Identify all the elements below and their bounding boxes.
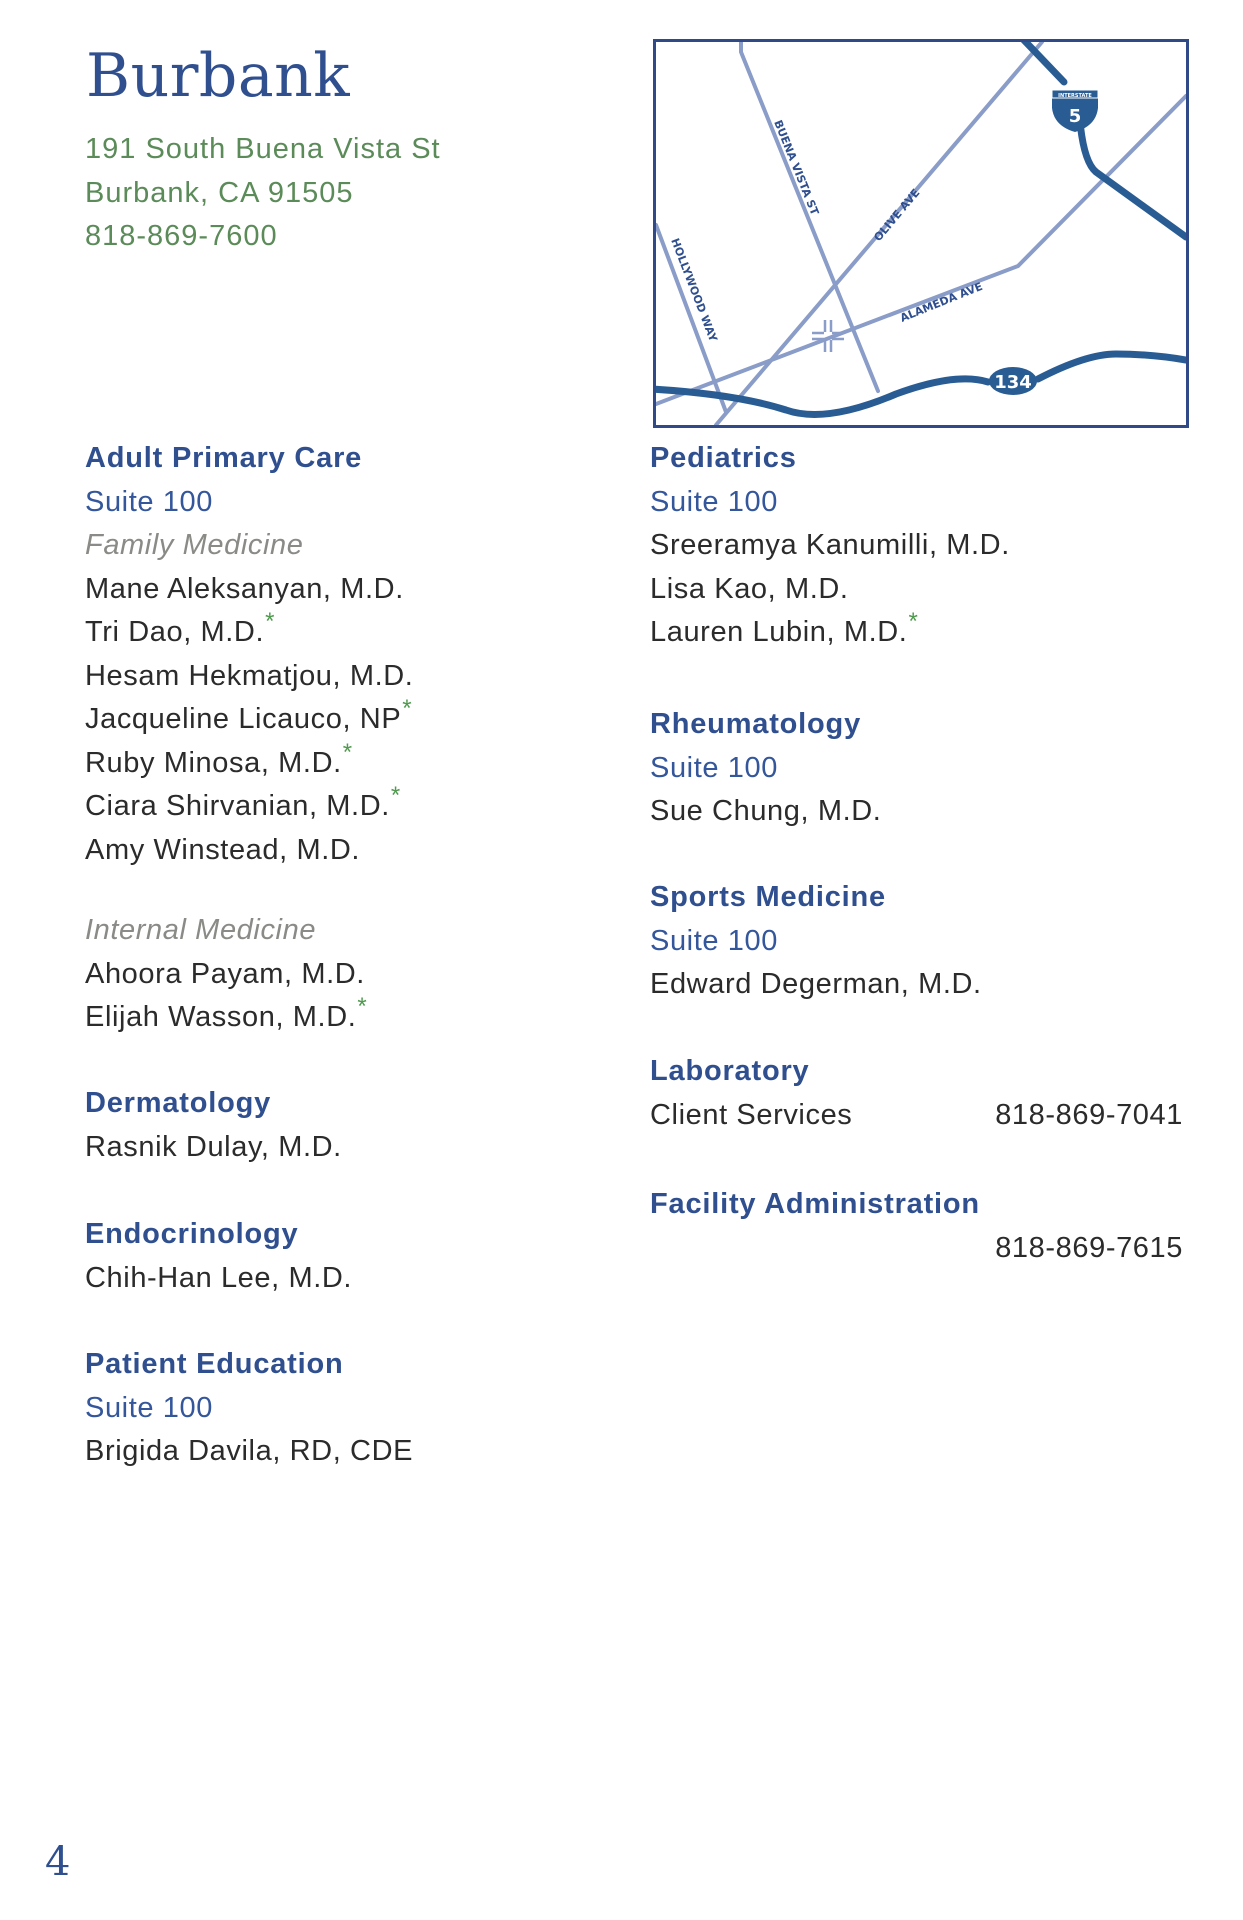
route-134-marker-icon: [989, 367, 1037, 395]
svg-text:134: 134: [994, 372, 1032, 393]
provider-item: Rasnik Dulay, M.D.: [85, 1130, 342, 1163]
section-heading: Adult Primary Care: [85, 442, 363, 474]
provider-item: Brigida Davila, RD, CDE: [85, 1435, 414, 1467]
lab-client-services-label: Client Services: [650, 1098, 853, 1131]
asterisk-icon: *: [342, 738, 353, 766]
provider-item: Amy Winstead, M.D.: [85, 833, 361, 866]
section-heading: Pediatrics: [650, 442, 797, 474]
address-street: 191 South Buena Vista St: [85, 133, 441, 165]
provider-item: Mane Aleksanyan, M.D.: [85, 572, 404, 605]
section-heading: Endocrinology: [85, 1218, 299, 1250]
section-dermatology: [85, 1082, 342, 1169]
section-endocrinology: [85, 1213, 352, 1300]
suite-label: Suite 100: [650, 751, 778, 784]
location-phone[interactable]: 818-869-7600: [85, 220, 278, 252]
section-rheumatology: [650, 703, 881, 834]
provider-item: Tri Dao, M.D.*: [85, 608, 276, 648]
section-sports-medicine: [650, 876, 982, 1007]
section-facility-administration: [650, 1183, 1183, 1270]
hollywood-way-label: HOLLYWOOD WAY: [668, 236, 720, 344]
location-address: [85, 128, 441, 259]
asterisk-icon: *: [402, 695, 413, 722]
highway-134-road: [656, 354, 1186, 414]
section-heading: Sports Medicine: [650, 881, 886, 913]
provider-item: Sue Chung, M.D.: [650, 795, 882, 827]
suite-label: Suite 100: [650, 924, 778, 957]
svg-text:5: 5: [1068, 106, 1082, 127]
page-number: 4: [45, 1839, 71, 1885]
section-laboratory: [650, 1050, 1183, 1137]
hollywood-way-road: [656, 225, 726, 412]
facility-admin-phone[interactable]: 818-869-7615: [995, 1231, 1183, 1264]
provider-item: Ahoora Payam, M.D.: [85, 957, 365, 990]
provider-item: Hesam Hekmatjou, M.D.: [85, 659, 414, 692]
section-heading: Rheumatology: [650, 708, 861, 740]
asterisk-icon: *: [265, 608, 276, 635]
buena-vista-st-label: BUENA VISTA ST: [771, 118, 822, 218]
provider-item: Lauren Lubin, M.D.*: [650, 608, 919, 648]
provider-item: Elijah Wasson, M.D.*: [85, 993, 368, 1033]
location-map: [653, 39, 1189, 428]
section-heading: Facility Administration: [650, 1188, 980, 1220]
lab-client-services-row: [650, 1094, 1183, 1138]
section-internal-medicine: [85, 909, 367, 1040]
section-heading: Laboratory: [650, 1055, 810, 1087]
suite-label: Suite 100: [85, 1391, 213, 1424]
provider-item: Jacqueline Licauco, NP*: [85, 695, 413, 735]
lab-phone[interactable]: 818-869-7041: [995, 1098, 1183, 1131]
provider-item: Edward Degerman, M.D.: [650, 968, 982, 1000]
alameda-ave-label: ALAMEDA AVE: [898, 279, 985, 325]
asterisk-icon: *: [390, 782, 401, 809]
provider-item: Ruby Minosa, M.D.*: [85, 738, 353, 779]
section-heading: Dermatology: [85, 1087, 272, 1119]
address-city: Burbank, CA 91505: [85, 176, 354, 209]
interstate-5-shield-icon: [1052, 90, 1098, 132]
asterisk-icon: *: [357, 993, 368, 1020]
section-patient-education: [85, 1343, 413, 1474]
provider-item: Lisa Kao, M.D.: [650, 572, 849, 605]
svg-text:INTERSTATE: INTERSTATE: [1058, 93, 1092, 99]
provider-item: Sreeramya Kanumilli, M.D.: [650, 529, 1010, 561]
location-title: Burbank: [86, 41, 351, 111]
asterisk-icon: *: [908, 608, 919, 635]
suite-label: Suite 100: [650, 485, 778, 518]
section-adult-primary-care: [85, 437, 414, 872]
suite-label: Suite 100: [85, 485, 213, 518]
provider-item: Chih-Han Lee, M.D.: [85, 1261, 353, 1294]
provider-item: Ciara Shirvanian, M.D.*: [85, 782, 401, 822]
facility-admin-row: [650, 1227, 1183, 1271]
olive-ave-label: OLIVE AVE: [871, 186, 923, 244]
subheading-internal-medicine: Internal Medicine: [85, 914, 317, 946]
subheading-family-medicine: Family Medicine: [85, 529, 304, 561]
highway-5-road: [1021, 42, 1186, 237]
section-pediatrics: [650, 437, 1011, 655]
section-heading: Patient Education: [85, 1348, 344, 1380]
